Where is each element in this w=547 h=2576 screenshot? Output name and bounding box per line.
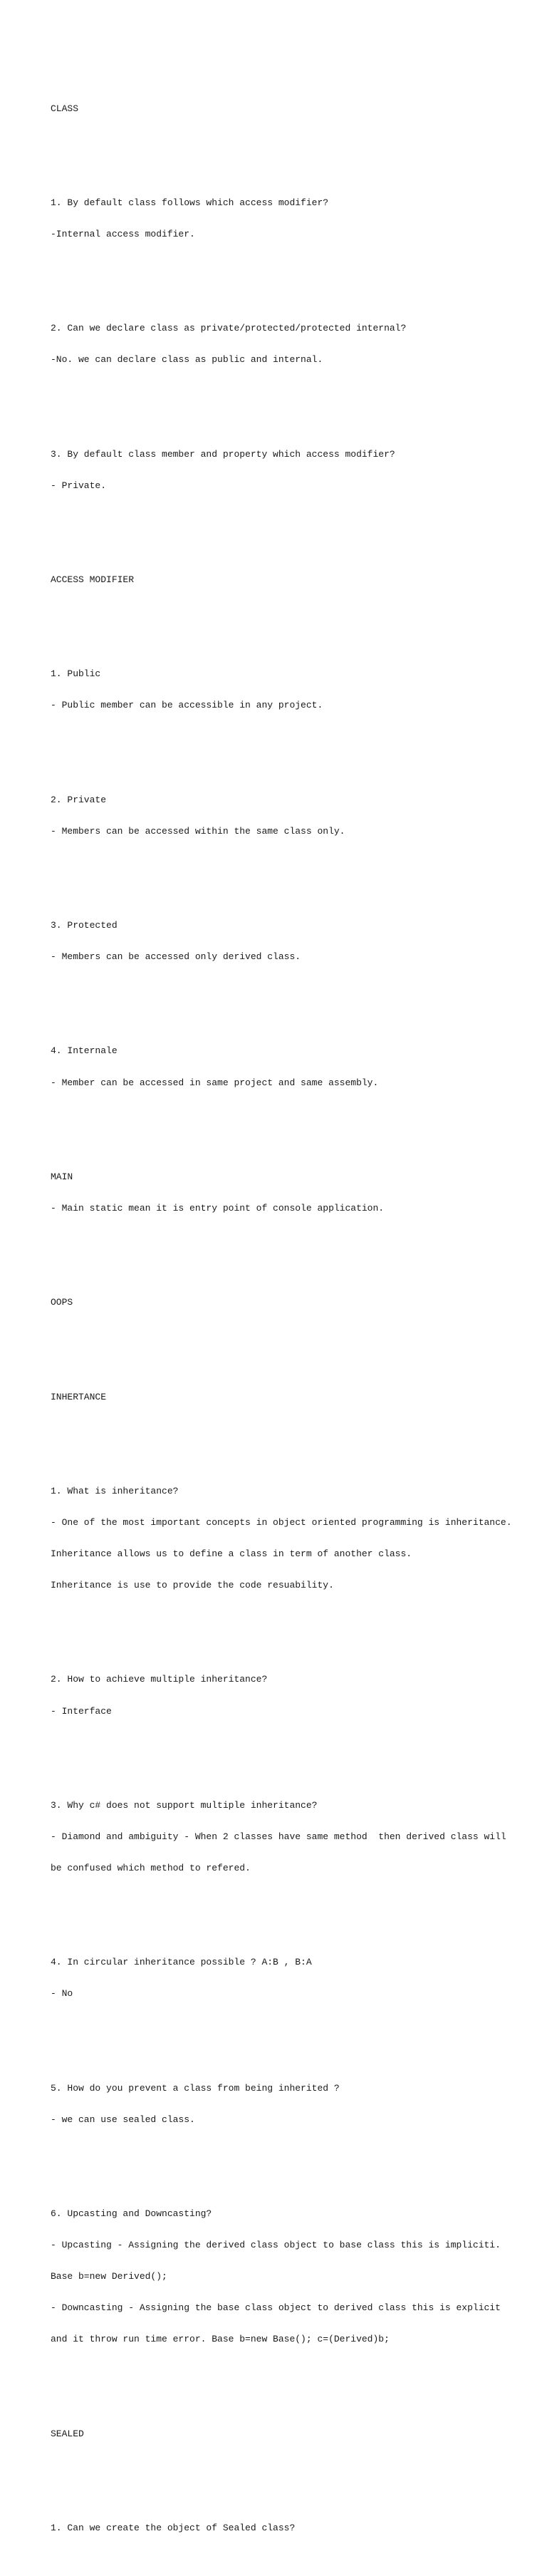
answer-text: - Main static mean it is entry point of console application. — [51, 1202, 385, 1214]
answer-text: Inheritance is use to provide the code resuability. — [51, 1580, 334, 1591]
section-heading-class — [51, 83, 535, 135]
answer-text: - Downcasting - Assigning the base class object to derived class this is explicit — [51, 2302, 501, 2314]
heading-text: INHERTANCE — [51, 1391, 107, 1402]
section-heading-access-modifier — [51, 554, 535, 607]
answer-text: - we can use sealed class. — [51, 2114, 195, 2125]
question-text: 3. By default class member and property which access modifier? — [51, 448, 395, 460]
answer-text: - No — [51, 1988, 73, 2000]
answer-text: -Internal access modifier. — [51, 228, 195, 239]
qa-item — [51, 1465, 535, 1612]
question-text: 2. Can we declare class as private/protected/protected internal? — [51, 323, 407, 334]
answer-text: - Public member can be accessible in any project. — [51, 700, 323, 711]
qa-item — [51, 177, 535, 261]
heading-text: OOPS — [51, 1297, 73, 1308]
question-text: 1. What is inheritance? — [51, 1485, 179, 1496]
document-page — [51, 51, 535, 2576]
qa-item — [51, 428, 535, 512]
answer-text: and it throw run time error. Base b=new Base(); c=(Derived)b; — [51, 2334, 390, 2345]
qa-item — [51, 1779, 535, 1895]
answer-text: -No. we can declare class as public and internal. — [51, 354, 323, 366]
answer-text: Base b=new Derived(); — [51, 2271, 167, 2282]
answer-text: - Diamond and ambiguity - When 2 classes have same method then derived class will — [51, 1831, 506, 1842]
question-text: 1. Public — [51, 668, 101, 680]
qa-item — [51, 1937, 535, 2021]
qa-item — [51, 1025, 535, 1109]
qa-item — [51, 303, 535, 387]
question-text: 4. Internale — [51, 1045, 118, 1057]
answer-text: - One of the most important concepts in object oriented programming is inheritance. — [51, 1516, 512, 1528]
heading-text: MAIN — [51, 1171, 73, 1182]
section-heading-sealed — [51, 2408, 535, 2461]
section-main — [51, 1151, 535, 1235]
question-text: 3. Protected — [51, 920, 118, 931]
qa-item — [51, 648, 535, 733]
question-text: 4. In circular inheritance possible ? A:B , B:A — [51, 1957, 312, 1968]
heading-text: ACCESS MODIFIER — [51, 574, 135, 585]
section-heading-inheritance — [51, 1371, 535, 1424]
answer-text: - Members can be accessed within the same class only. — [51, 825, 345, 837]
question-text: 2. How to achieve multiple inheritance? — [51, 1674, 268, 1685]
answer-text: Inheritance allows us to define a class in term of another class. — [51, 1548, 412, 1560]
answer-text: - Upcasting - Assigning the derived class object to base class this is impliciti. — [51, 2240, 501, 2251]
section-heading-oops — [51, 1277, 535, 1330]
answer-text: - Interface — [51, 1705, 112, 1717]
heading-text: SEALED — [51, 2428, 84, 2439]
answer-text: - Private. — [51, 480, 107, 491]
answer-text: be confused which method to refered. — [51, 1862, 251, 1873]
qa-item — [51, 2062, 535, 2146]
qa-item — [51, 900, 535, 984]
qa-item — [51, 1654, 535, 1738]
question-text: 6. Upcasting and Downcasting? — [51, 2208, 212, 2220]
question-text: 2. Private — [51, 794, 107, 805]
qa-item — [51, 774, 535, 858]
question-text: 1. By default class follows which access modifier? — [51, 197, 329, 208]
answer-text: - Member can be accessed in same project and same assembly. — [51, 1077, 379, 1088]
question-text: 3. Why c# does not support multiple inheritance? — [51, 1799, 318, 1811]
qa-item — [51, 2503, 535, 2555]
question-text: 1. Can we create the object of Sealed class? — [51, 2523, 296, 2534]
question-text: 5. How do you prevent a class from being inherited ? — [51, 2082, 340, 2094]
qa-item — [51, 2188, 535, 2366]
answer-text: - Members can be accessed only derived class. — [51, 951, 301, 963]
heading-text: CLASS — [51, 103, 79, 114]
